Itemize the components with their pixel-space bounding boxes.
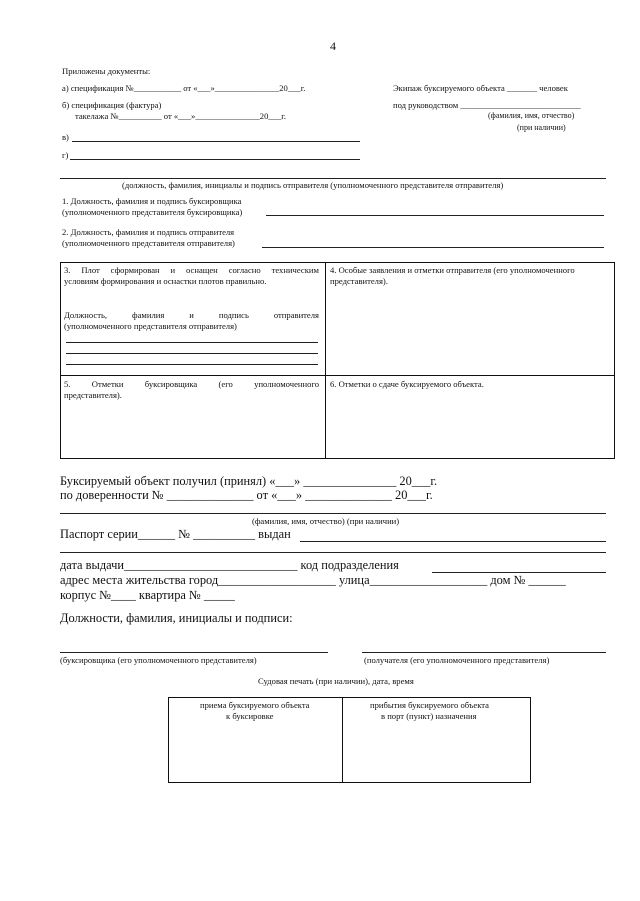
cell6-line1: 6. Отметки о сдаче буксируемого объекта. [330, 379, 484, 389]
address-line: адрес места жительства город___________________ улица___________________ дом № ______ [60, 573, 566, 587]
if-any-hint: (при наличии) [517, 123, 566, 132]
spec-g-label: г) [62, 150, 69, 160]
issue-date-line: дата выдачи____________________________ код подразделения [60, 558, 399, 572]
towing-sign-line [60, 652, 328, 653]
recipient-sign-line [362, 652, 606, 653]
cell3-line4: (уполномоченного представителя отправителя) [64, 321, 237, 331]
cell3-line1: 3. Плот сформирован и оснащен согласно техническим [64, 265, 319, 275]
marks-grid-row-divider [60, 375, 615, 376]
cell5-line1: 5. Отметки буксировщика (его уполномоченного [64, 379, 319, 389]
fio-caption: (фамилия, имя, отчество) (при наличии) [252, 516, 400, 526]
stamp-right-line2: в порт (пункт) назначения [381, 711, 477, 721]
towing-caption: (буксировщика (его уполномоченного представителя) [60, 655, 257, 665]
passport-extra-line [60, 552, 606, 553]
leader-line: под руководством ____________________________ [393, 100, 581, 110]
proxy-line: по доверенности № ______________ от «___» ______________ 20___г. [60, 488, 433, 502]
item2-sign-line [262, 247, 604, 248]
stamp-right-line1: прибытия буксируемого объекта [370, 700, 489, 710]
item1-sign-line [266, 215, 604, 216]
cell5-line2: представителя). [64, 390, 122, 400]
attached-heading: Приложены документы: [62, 66, 151, 76]
cell3-sign-line2 [66, 353, 318, 354]
building-line: корпус №____ квартира № _____ [60, 588, 235, 602]
cell3-sign-line1 [66, 342, 318, 343]
spec-v-label: в) [62, 132, 69, 142]
crew-line: Экипаж буксируемого объекта _______ человек [393, 83, 568, 93]
rigging-line: такелажа №__________ от «___»_______________20___г. [75, 111, 286, 121]
signatures-heading: Должности, фамилия, инициалы и подписи: [60, 611, 293, 625]
fio-underline [60, 513, 606, 514]
spec-v-underline [72, 141, 360, 142]
cell3-sign-line3 [66, 364, 318, 365]
passport-line: Паспорт серии______ № __________ выдан [60, 527, 291, 541]
stamp-caption: Судовая печать (при наличии), дата, время [258, 676, 414, 686]
item1-title: 1. Должность, фамилия и подпись буксировщика [62, 196, 242, 206]
sender-sign-line [60, 178, 606, 179]
marks-grid-divider [325, 262, 326, 459]
item1-subtitle: (уполномоченного представителя буксировщика) [62, 207, 243, 217]
spec-g-underline [70, 159, 360, 160]
spec-b-line: б) спецификация (фактура) [62, 100, 162, 110]
stamp-left-line1: приема буксируемого объекта [200, 700, 310, 710]
item2-title: 2. Должность, фамилия и подпись отправителя [62, 227, 235, 237]
item2-subtitle: (уполномоченного представителя отправителя) [62, 238, 235, 248]
passport-issued-underline [300, 541, 606, 542]
cell3-line2: условиям формирования и оснастки плотов правильно. [64, 276, 267, 286]
spec-a-line: а) спецификация №___________ от «___»_______________20___г. [62, 83, 306, 93]
stamp-table-divider [342, 697, 343, 783]
page-number: 4 [330, 39, 336, 53]
recipient-caption: (получателя (его уполномоченного представителя) [364, 655, 550, 665]
cell4-line1: 4. Особые заявления и отметки отправителя (его уполномоченного [330, 265, 575, 275]
sender-sign-caption: (должность, фамилия, инициалы и подпись отправителя (уполномоченного представителя отправителя) [122, 180, 504, 190]
fio-hint: (фамилия, имя, отчество) [488, 111, 575, 120]
marks-grid [60, 262, 615, 459]
cell3-line3: Должность, фамилия и подпись отправителя [64, 310, 319, 320]
stamp-left-line2: к буксировке [226, 711, 274, 721]
received-line: Буксируемый объект получил (принял) «___» _______________ 20___г. [60, 474, 438, 488]
cell4-line2: представителя). [330, 276, 388, 286]
